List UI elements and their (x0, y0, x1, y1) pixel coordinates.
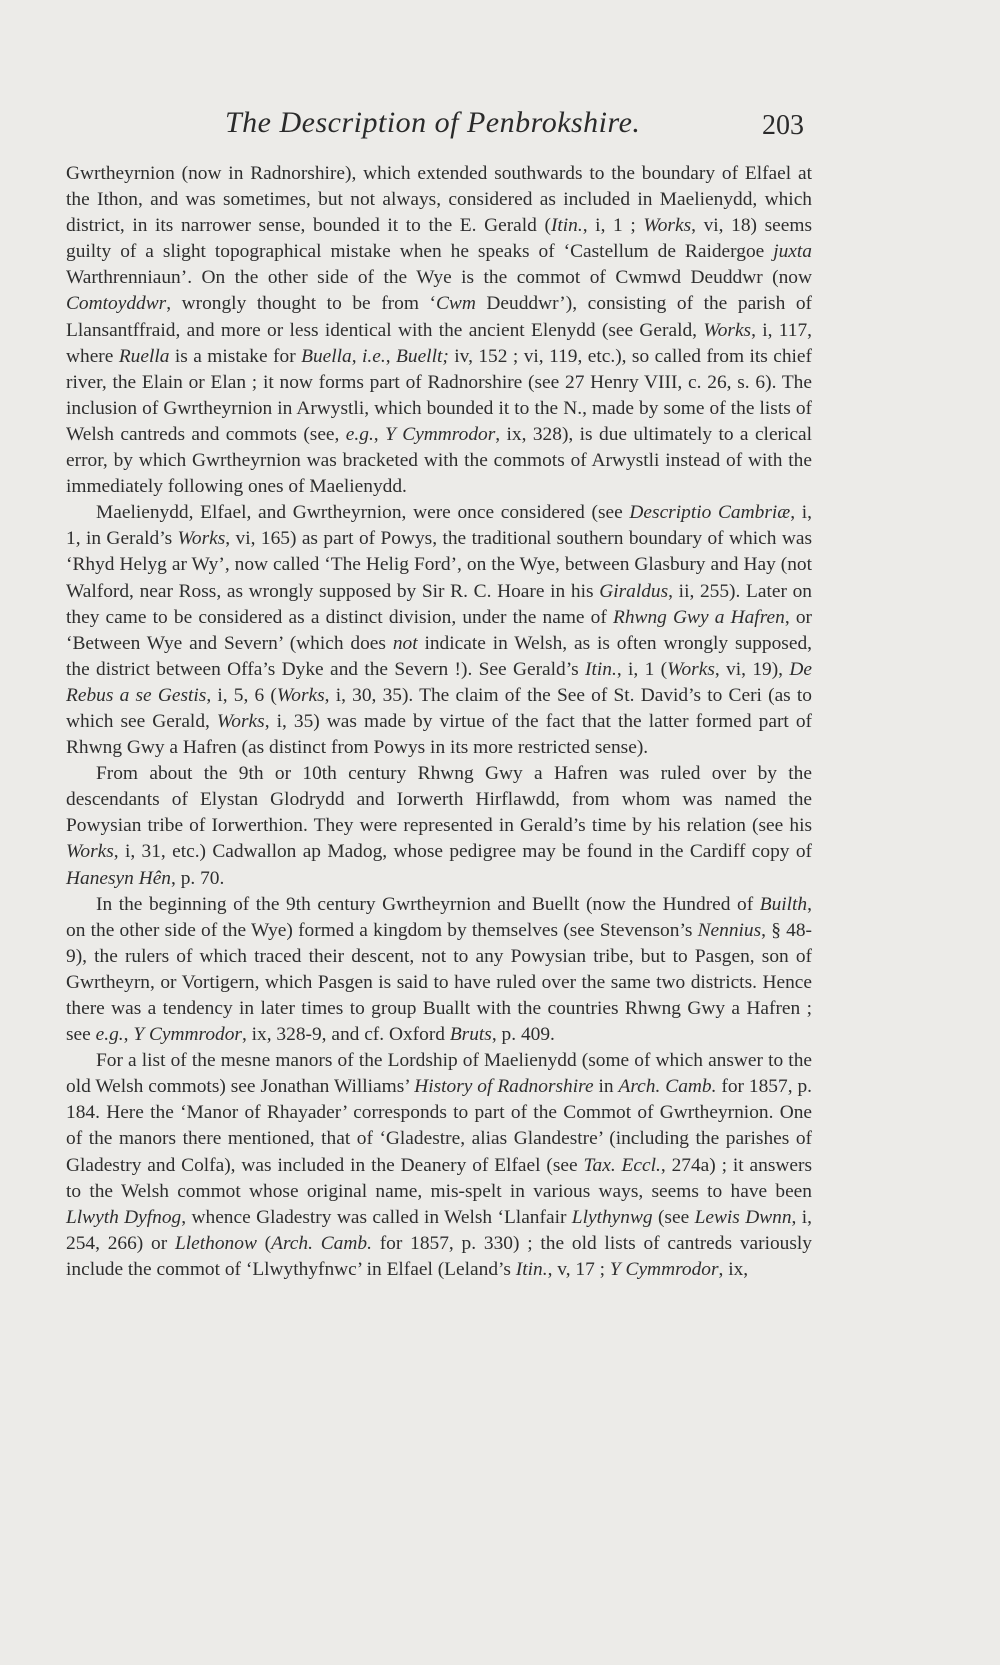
text-run: , 274a) ; it answers to the Welsh commot whose original name, mis-spelt in various ways, seems to have been (66, 1154, 812, 1202)
text-run: , (351, 345, 363, 367)
italic-text: Y Cymmrodor (133, 1024, 242, 1046)
text-run: In the beginning of the 9th century Gwrtheyrnion and Buellt (now the Hundred of (96, 893, 760, 915)
italic-text: Nennius (697, 919, 762, 941)
text-run: , i, 5, 6 ( (206, 684, 277, 706)
italic-text: Arch. Camb. (271, 1232, 372, 1254)
text-run: , vi, 19), (714, 658, 790, 680)
text-run: , i, 117, where (66, 319, 812, 367)
italic-text: juxta (773, 241, 812, 263)
text-run: , v, 17 ; (547, 1258, 610, 1280)
italic-text: Works (276, 684, 325, 706)
italic-text: Lewis Dwnn (694, 1206, 792, 1228)
text-run: Maelienydd, Elfael, and Gwrtheyrnion, were once considered (see (96, 502, 630, 524)
italic-text: Buellt; (396, 345, 449, 367)
italic-text: Arch. Camb. (618, 1076, 717, 1098)
italic-text: e.g. (95, 1024, 124, 1046)
page-number: 203 (762, 110, 804, 141)
text-run: For a list of the mesne manors of the Lordship of Maelienydd (some of which answer to the old Welsh commots) see Jonathan Williams’ (66, 1050, 812, 1098)
text-run: , ix, (718, 1258, 749, 1280)
text-run: for 1857, p. 184. Here the ‘Manor of Rhayader’ corresponds to part of the Commot of Gwrtheyrnion. One of the manors there mentioned, that of ‘Gladestre, alias Glandestre’ (including the parishes of Gladestry and Colfa), was included in the Deanery of Elfael (see (66, 1076, 813, 1176)
text-run: iv, 152 ; vi, 119, etc.), so called from its chief river, the Elain or Elan ; it now forms part of Radnorshire (see 27 Henry VIII, c. 26, s. 6). The inclusion of Gwrtheyrnion in Arwystli, which bounded it to the N., made by some of the lists of Welsh cantreds and commots (see, (66, 345, 812, 445)
italic-text: Itin. (550, 215, 583, 237)
text-run: , i, 35) was made by virtue of the fact that the latter formed part of Rhwng Gwy a Hafren (as distinct from Powys in its more restricted sense). (66, 710, 813, 759)
italic-text: Bruts (449, 1024, 492, 1046)
italic-text: Rhwng Gwy a Hafren (613, 606, 785, 628)
italic-text: Llwyth Dyfnog (66, 1206, 182, 1228)
text-run: , (385, 345, 397, 367)
text-run: Warthrenniaun’. On the other side of the Wye is the commot of Cwmwd Deuddwr (now (66, 267, 812, 289)
text-run: , on the other side of the Wye) formed a kingdom by themselves (see Stevenson’s (66, 893, 812, 941)
italic-text: Tax. Eccl. (583, 1154, 661, 1176)
text-run: is a mistake for (169, 345, 302, 367)
italic-text: not (392, 632, 418, 654)
paragraph (66, 1048, 812, 1283)
italic-text: Descriptio Cambriæ (629, 502, 791, 524)
text-run: , ix, 328), is due ultimately to a clerical error, by which Gwrtheyrnion was bracketed with the commots of Arwystli instead of with the immediately following ones of Maelienydd. (66, 423, 812, 498)
text-run: , (373, 423, 386, 445)
text-run: , i, 1, in Gerald’s (66, 502, 812, 550)
text-run: , (123, 1024, 134, 1046)
italic-text: Works (216, 710, 265, 732)
text-run: , i, 254, 266) or (66, 1206, 813, 1254)
running-title: The Description of Penbrokshire. (225, 106, 641, 139)
italic-text: Itin. (515, 1258, 548, 1280)
text-run: From about the 9th or 10th century Rhwng Gwy a Hafren was ruled over by the descendants of Elystan Glodrydd and Iorwerth Hirflawdd, from whom was named the Powysian tribe of Iorwerthion. They were represented in Gerald’s time by his relation (see his (66, 763, 812, 837)
text-run: , § 48-9), the rulers of which traced their descent, not to any Powysian tribe, but to Pasgen, son of Gwrtheyrn, or Vortigern, which Pasgen is said to have ruled over the same two districts. Hence there was a tendency in later times to group Buallt with the countries Rhwng Gwy a Hafren ; see (66, 919, 812, 1046)
body-text (66, 161, 812, 1283)
text-run: , i, 1 ( (616, 658, 668, 680)
italic-text: Works (643, 215, 692, 237)
text-run: for 1857, p. 330) ; the old lists of cantreds variously include the commot of ‘Llwythyfnwc’ in Elfael (Leland’s (66, 1232, 812, 1280)
text-run: Gwrtheyrnion (now in Radnorshire), which extended southwards to the boundary of Elfael at the Ithon, and was sometimes, but not always, considered as included in Maelienydd, which district, in its narrower sense, bounded it to the E. Gerald ( (66, 163, 812, 237)
italic-text: Ruella (118, 345, 170, 367)
text-run: indicate in Welsh, as is often wrongly supposed, the district between Offa’s Dyke and the Severn !). See Gerald’s (66, 632, 813, 680)
italic-text: Itin. (585, 658, 617, 680)
paragraph (66, 500, 812, 761)
text-run: , ii, 255). Later on they came to be considered as a distinct division, under the name of (66, 580, 812, 628)
text-run: , i, 31, etc.) Cadwallon ap Madog, whose pedigree may be found in the Cardiff copy of (113, 841, 812, 863)
paragraph (66, 892, 812, 1049)
text-run: , p. 70. (171, 867, 225, 889)
italic-text: Y Cymmrodor (385, 423, 496, 445)
text-run: , i, 30, 35). The claim of the See of St. David’s to Ceri (as to which see Gerald, (66, 684, 812, 732)
text-run: ( (256, 1232, 272, 1254)
text-run: , p. 409. (491, 1024, 555, 1046)
text-run: , whence Gladestry was called in Welsh ‘Llanfair (181, 1206, 572, 1228)
italic-text: Works (667, 658, 715, 680)
italic-text: Works (703, 319, 752, 341)
italic-text: i.e. (362, 345, 386, 367)
text-run: , vi, 165) as part of Powys, the traditional southern boundary of which was ‘Rhyd Helyg ar Wy’, now called ‘The Helig Ford’, on the Wye, between Glasbury and Hay (not Walford, near Ross, as wrongly supposed by Sir R. C. Hoare in his (66, 528, 812, 602)
italic-text: Cwm (435, 293, 476, 315)
italic-text: Giraldus (599, 580, 669, 602)
italic-text: e.g. (345, 423, 374, 445)
italic-text: Works (66, 841, 114, 863)
paragraph (66, 761, 812, 891)
italic-text: Buella (301, 345, 352, 367)
paragraph (66, 161, 812, 500)
text-run: , or ‘Between Wye and Severn’ (which does (66, 606, 812, 654)
italic-text: Hanesyn Hên (66, 867, 172, 889)
italic-text: History of Radnorshire (414, 1076, 594, 1098)
italic-text: Y Cymmrodor (609, 1258, 719, 1280)
text-run: , i, 1 ; (582, 215, 644, 237)
text-run: , ix, 328-9, and cf. Oxford (241, 1024, 450, 1046)
italic-text: Llethonow (175, 1232, 257, 1254)
italic-text: Llythynwg (571, 1206, 653, 1228)
text-run: (see (652, 1206, 695, 1228)
text-run: in (593, 1076, 619, 1098)
italic-text: De Rebus a se Gestis (66, 658, 812, 706)
italic-text: Works (177, 528, 226, 550)
italic-text: Builth (759, 893, 808, 915)
page-header (0, 106, 1000, 146)
text-run: , vi, 18) seems guilty of a slight topographical mistake when he speaks of ‘Castellum de Raidergoe (66, 215, 812, 263)
text-run: , wrongly thought to be from ‘ (166, 293, 436, 315)
text-run: Deuddwr’), consisting of the parish of Llansantffraid, and more or less identical with the ancient Elenydd (see Gerald, (66, 293, 812, 341)
italic-text: Comtoyddwr (66, 293, 167, 315)
